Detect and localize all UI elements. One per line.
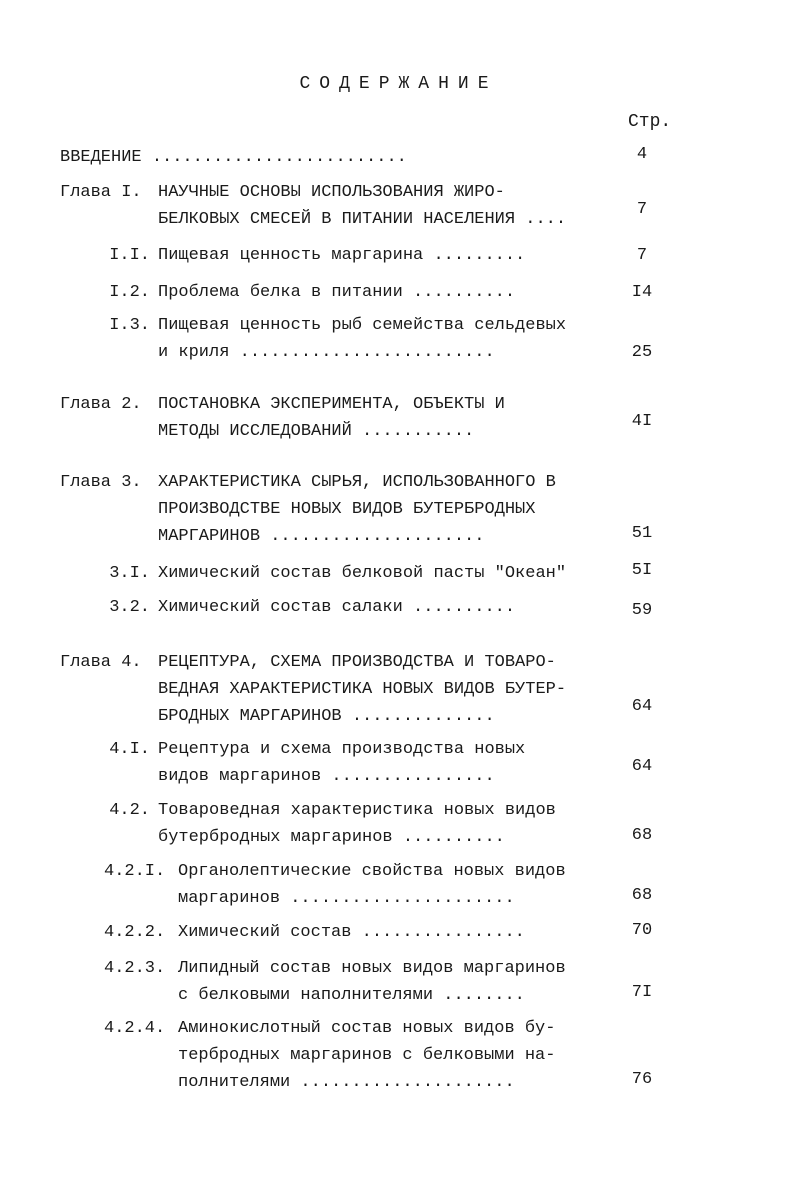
toc-entry-text: Пищевая ценность рыб семейства сельдевых (158, 316, 567, 335)
toc-entry-number: I.I. (109, 246, 150, 265)
toc-entry-text: Товароведная характеристика новых видов (158, 801, 556, 820)
toc-entry-text: ВВЕДЕНИЕ ......................... (60, 148, 407, 167)
toc-page-number: 68 (631, 886, 653, 905)
toc-entry-text: ПРОИЗВОДСТВЕ НОВЫХ ВИДОВ БУТЕРБРОДНЫХ (158, 500, 536, 519)
toc-entry-number: 3.I. (109, 564, 150, 583)
toc-entry-text: и криля ......................... (158, 343, 495, 362)
toc-entry-text: Аминокислотный состав новых видов бу- (178, 1019, 556, 1038)
toc-entry-number: I.2. (109, 283, 150, 302)
toc-page-number: 68 (631, 826, 653, 845)
toc-page-number: 76 (631, 1070, 653, 1089)
toc-page-number: I4 (631, 283, 653, 302)
page-title: СОДЕРЖАНИЕ (299, 74, 498, 94)
toc-page-number: 5I (631, 561, 653, 580)
toc-entry-text: Рецептура и схема производства новых (158, 740, 526, 759)
toc-entry-text: ВЕДНАЯ ХАРАКТЕРИСТИКА НОВЫХ ВИДОВ БУТЕР- (158, 680, 567, 699)
toc-entry-text: БЕЛКОВЫХ СМЕСЕЙ В ПИТАНИИ НАСЕЛЕНИЯ .... (158, 210, 567, 229)
toc-entry-number: 4.2. (109, 801, 150, 820)
toc-entry-number: Глава 2. (60, 395, 142, 414)
toc-entry-text: РЕЦЕПТУРА, СХЕМА ПРОИЗВОДСТВА И ТОВАРО- (158, 653, 556, 672)
toc-entry-number: 4.I. (109, 740, 150, 759)
toc-entry-text: БРОДНЫХ МАРГАРИНОВ .............. (158, 707, 495, 726)
toc-entry-number: I.3. (109, 316, 150, 335)
toc-entry-number: 4.2.3. (104, 959, 166, 978)
toc-entry-number: 3.2. (109, 598, 150, 617)
toc-entry-number: 4.2.4. (104, 1019, 166, 1038)
toc-entry-number: 4.2.2. (104, 923, 166, 942)
toc-page-number: 59 (631, 601, 653, 620)
page-column-label: Стр. (628, 112, 672, 132)
toc-entry-text: Химический состав белковой пасты "Океан" (158, 564, 567, 583)
toc-page-number: 70 (631, 921, 653, 940)
toc-entry-text: ХАРАКТЕРИСТИКА СЫРЬЯ, ИСПОЛЬЗОВАННОГО В (158, 473, 556, 492)
toc-entry-number: Глава 3. (60, 473, 142, 492)
toc-page-number: 4I (631, 412, 653, 431)
toc-entry-text: маргаринов ...................... (178, 889, 515, 908)
toc-entry-text: видов маргаринов ................ (158, 767, 495, 786)
toc-entry-number: 4.2.I. (104, 862, 166, 881)
toc-entry-text: Органолептические свойства новых видов (178, 862, 566, 881)
toc-entry-text: МЕТОДЫ ИССЛЕДОВАНИЙ ........... (158, 422, 475, 441)
toc-entry-text: Липидный состав новых видов маргаринов (178, 959, 566, 978)
toc-page-number: 4 (636, 145, 648, 164)
toc-entry-text: с белковыми наполнителями ........ (178, 986, 525, 1005)
toc-page-number: 64 (631, 697, 653, 716)
toc-entry-text: НАУЧНЫЕ ОСНОВЫ ИСПОЛЬЗОВАНИЯ ЖИРО- (158, 183, 505, 202)
toc-page-number: 64 (631, 757, 653, 776)
toc-entry-text: полнителями ..................... (178, 1073, 515, 1092)
toc-entry-text: Пищевая ценность маргарина ......... (158, 246, 526, 265)
toc-page-number: 7I (631, 983, 653, 1002)
toc-entry-text: бутербродных маргаринов .......... (158, 828, 505, 847)
toc-page-number: 25 (631, 343, 653, 362)
toc-entry-text: тербродных маргаринов с белковыми на- (178, 1046, 556, 1065)
toc-entry-number: Глава I. (60, 183, 142, 202)
toc-entry-text: ПОСТАНОВКА ЭКСПЕРИМЕНТА, ОБЪЕКТЫ И (158, 395, 505, 414)
toc-entry-text: Химический состав ................ (178, 923, 525, 942)
toc-entry-text: МАРГАРИНОВ ..................... (158, 527, 485, 546)
toc-entry-number: Глава 4. (60, 653, 142, 672)
toc-page-number: 51 (631, 524, 653, 543)
toc-entry-text: Проблема белка в питании .......... (158, 283, 516, 302)
toc-entry-text: Химический состав салаки .......... (158, 598, 516, 617)
toc-page-number: 7 (636, 246, 648, 265)
toc-page-number: 7 (636, 200, 648, 219)
